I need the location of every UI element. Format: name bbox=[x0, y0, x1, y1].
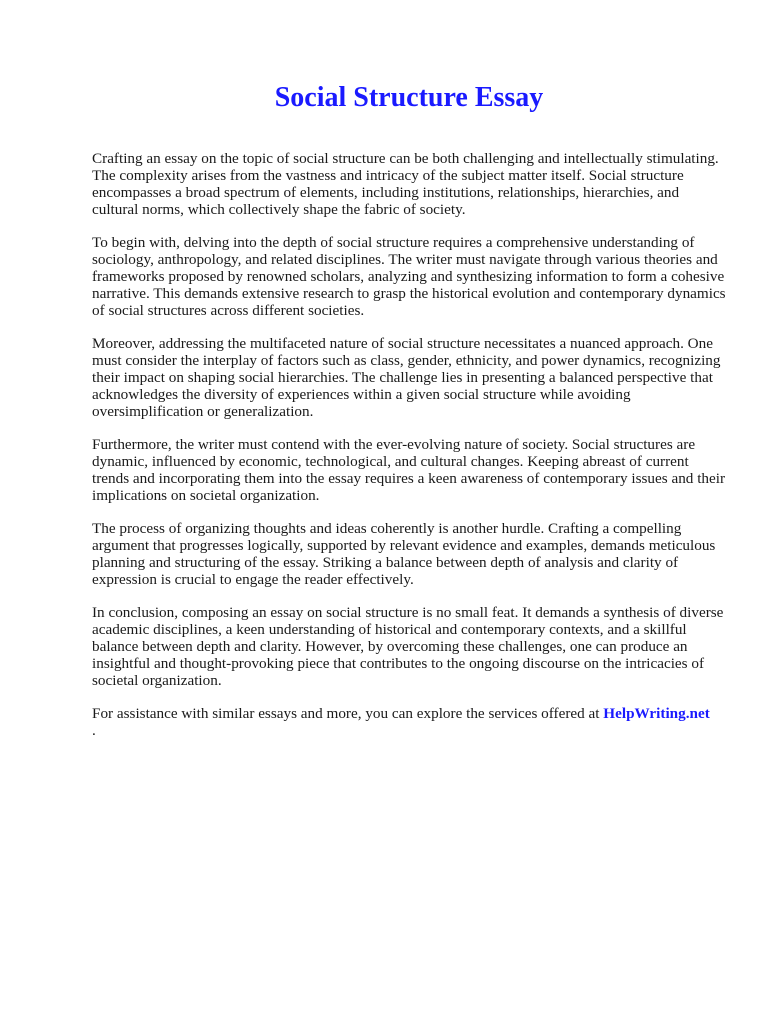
paragraph-research: To begin with, delving into the depth of social structure requires a comprehensive understanding of sociology, anthropology, and related disciplines. The writer must navigate through various theories and frameworks proposed by renowned scholars, analyzing and synthesizing information to form a cohesive narrative. This demands extensive research to grasp the historical evolution and contemporary dynamics of social structures across different societies. bbox=[92, 234, 726, 319]
paragraph-organizing: The process of organizing thoughts and ideas coherently is another hurdle. Crafting a compelling argument that progresses logically, supported by relevant evidence and examples, demands meticulous planning and structuring of the essay. Striking a balance between depth of analysis and clarity of expression is crucial to engage the reader effectively. bbox=[92, 520, 716, 588]
paragraph-conclusion: In conclusion, composing an essay on social structure is no small feat. It demands a synthesis of diverse academic disciplines, a keen understanding of historical and contemporary contexts, and a skillful balance between depth and clarity. However, by overcoming these challenges, one can produce an insightful and thought-provoking piece that contributes to the ongoing discourse on the intricacies of societal organization. bbox=[92, 604, 724, 689]
closing-text: For assistance with similar essays and more, you can explore the services offered at bbox=[92, 705, 604, 722]
page-title: Social Structure Essay bbox=[274, 82, 544, 113]
paragraph-evolving-society: Furthermore, the writer must contend with the ever-evolving nature of society. Social structures are dynamic, influenced by economic, technological, and cultural changes. Keeping abreast of current trends and incorporating them into the essay requires a keen awareness of contemporary issues and their implications on societal organization. bbox=[92, 436, 726, 504]
helpwriting-link[interactable]: HelpWriting.net bbox=[603, 705, 710, 722]
closing-period: . bbox=[92, 722, 96, 739]
document-page bbox=[92, 82, 726, 755]
paragraph-intro: Crafting an essay on the topic of social structure can be both challenging and intellectually stimulating. The complexity arises from the vastness and intricacy of the subject matter itself. Social structure encompasses a broad spectrum of elements, including institutions, relationships, hierarchies, and cultural norms, which collectively shape the fabric of society. bbox=[92, 150, 719, 218]
paragraph-closing bbox=[92, 705, 726, 739]
paragraph-nuance: Moreover, addressing the multifaceted nature of social structure necessitates a nuanced approach. One must consider the interplay of factors such as class, gender, ethnicity, and power dynamics, recognizing their impact on shaping social hierarchies. The challenge lies in presenting a balanced perspective that acknowledges the diversity of experiences within a given social structure while avoiding oversimplification or generalization. bbox=[92, 335, 721, 420]
